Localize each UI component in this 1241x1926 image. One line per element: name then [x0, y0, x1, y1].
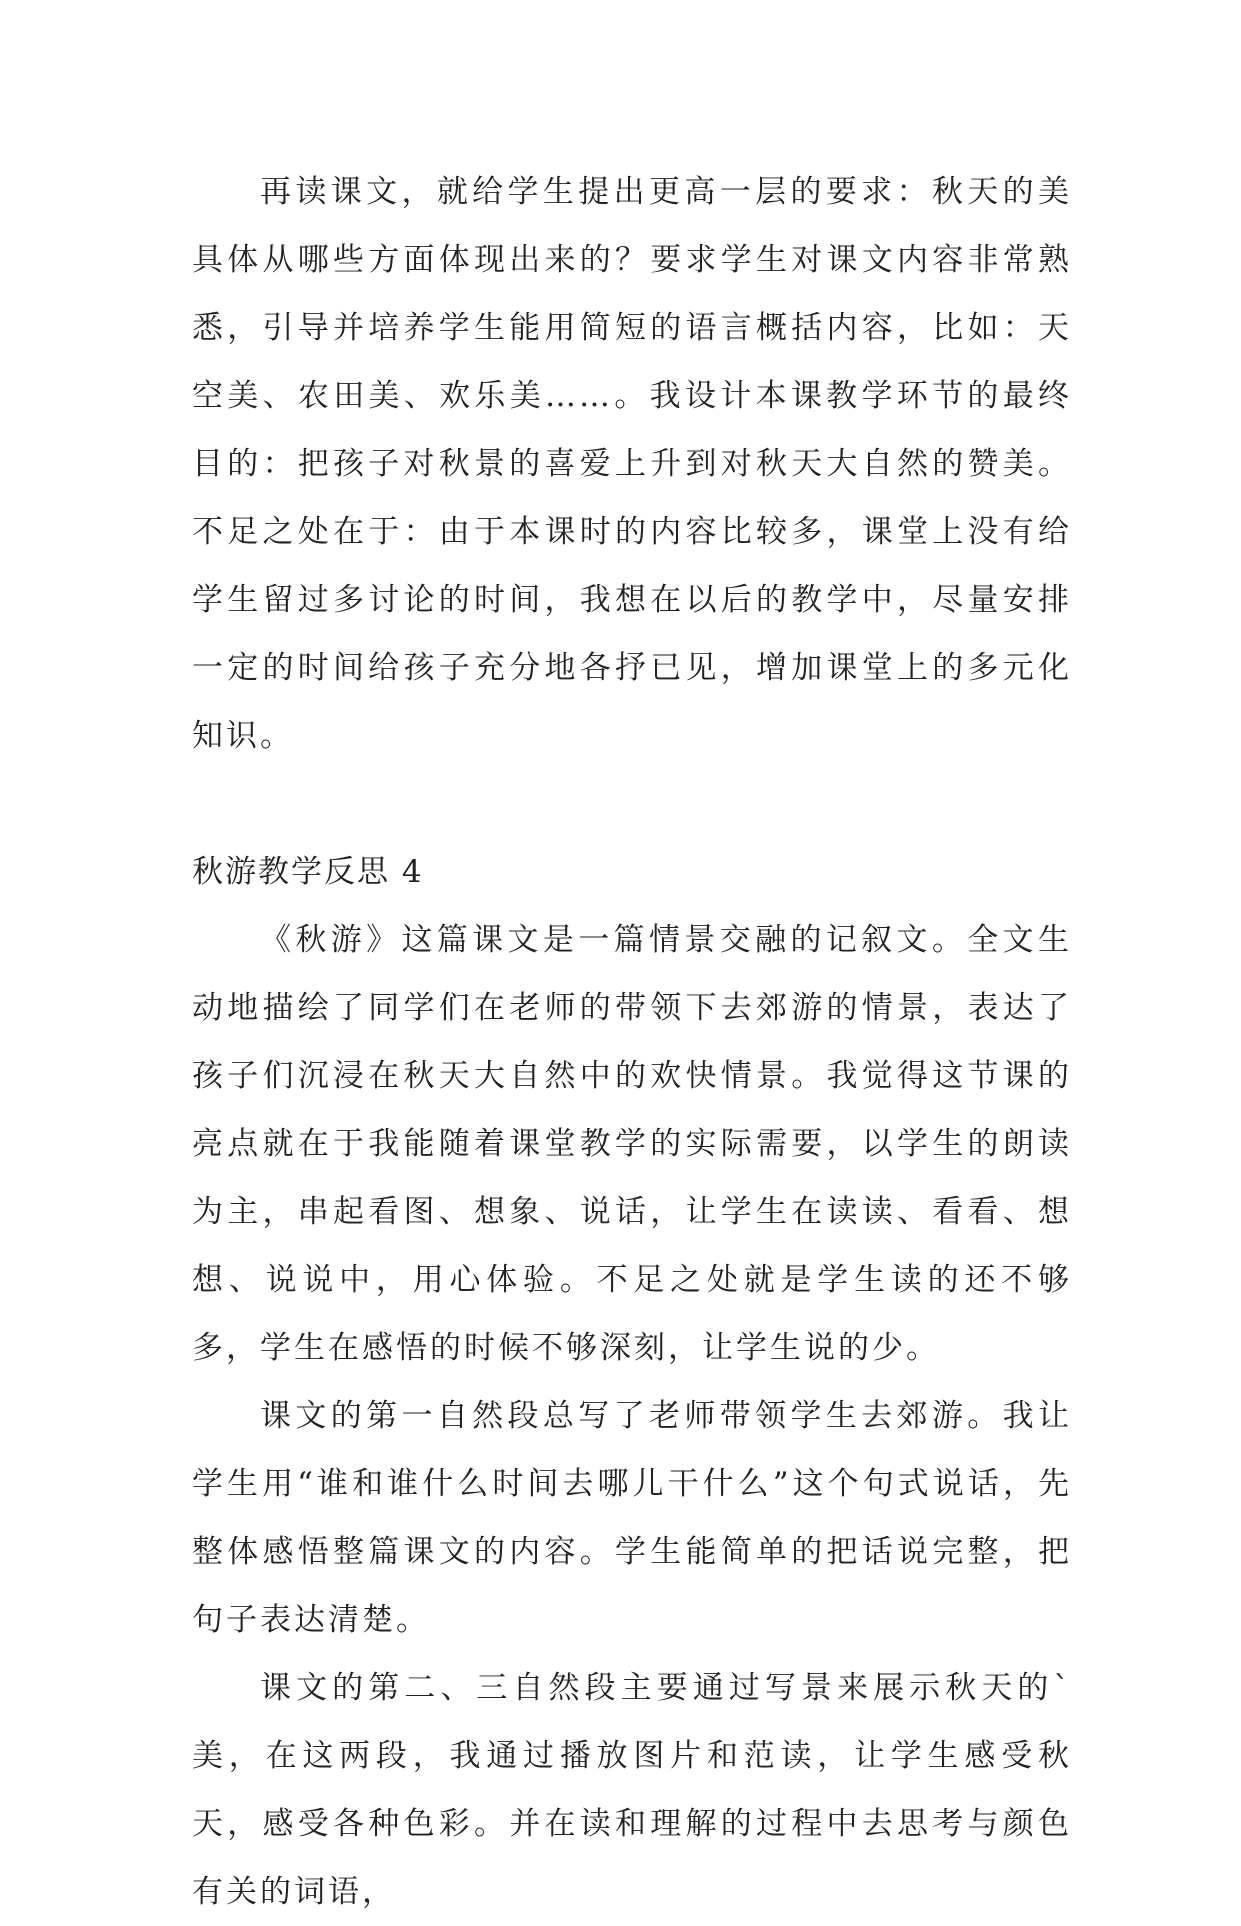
section-gap [192, 770, 1072, 838]
paragraph-4: 课文的第二、三自然段主要通过写景来展示秋天的`美，在这两段，我通过播放图片和范读，让学生感受秋天，感受各种色彩。并在读和理解的过程中去思考与颜色有关的词语， [192, 1670, 1072, 1910]
document-body [192, 158, 1072, 1926]
section-title: 秋游教学反思 4 [192, 854, 424, 890]
paragraph-3: 课文的第一自然段总写了老师带领学生去郊游。我让学生用“谁和谁什么时间去哪儿干什么”这个句式说话，先整体感悟整篇课文的内容。学生能简单的把话说完整，把句子表达清楚。 [192, 1398, 1072, 1638]
paragraph-2: 《秋游》这篇课文是一篇情景交融的记叙文。全文生动地描绘了同学们在老师的带领下去郊游的情景，表达了孩子们沉浸在秋天大自然中的欢快情景。我觉得这节课的亮点就在于我能随着课堂教学的实际需要，以学生的朗读为主，串起看图、想象、说话，让学生在读读、看看、想想、说说中，用心体验。不足之处就是学生读的还不够多，学生在感悟的时候不够深刻，让学生说的少。 [192, 922, 1072, 1366]
paragraph-1: 再读课文，就给学生提出更高一层的要求：秋天的美具体从哪些方面体现出来的？要求学生对课文内容非常熟悉，引导并培养学生能用简短的语言概括内容，比如：天空美、农田美、欢乐美……。我设计本课教学环节的最终目的：把孩子对秋景的喜爱上升到对秋天大自然的赞美。不足之处在于：由于本课时的内容比较多，课堂上没有给学生留过多讨论的时间，我想在以后的教学中，尽量安排一定的时间给孩子充分地各抒已见，增加课堂上的多元化知识。 [192, 174, 1072, 754]
